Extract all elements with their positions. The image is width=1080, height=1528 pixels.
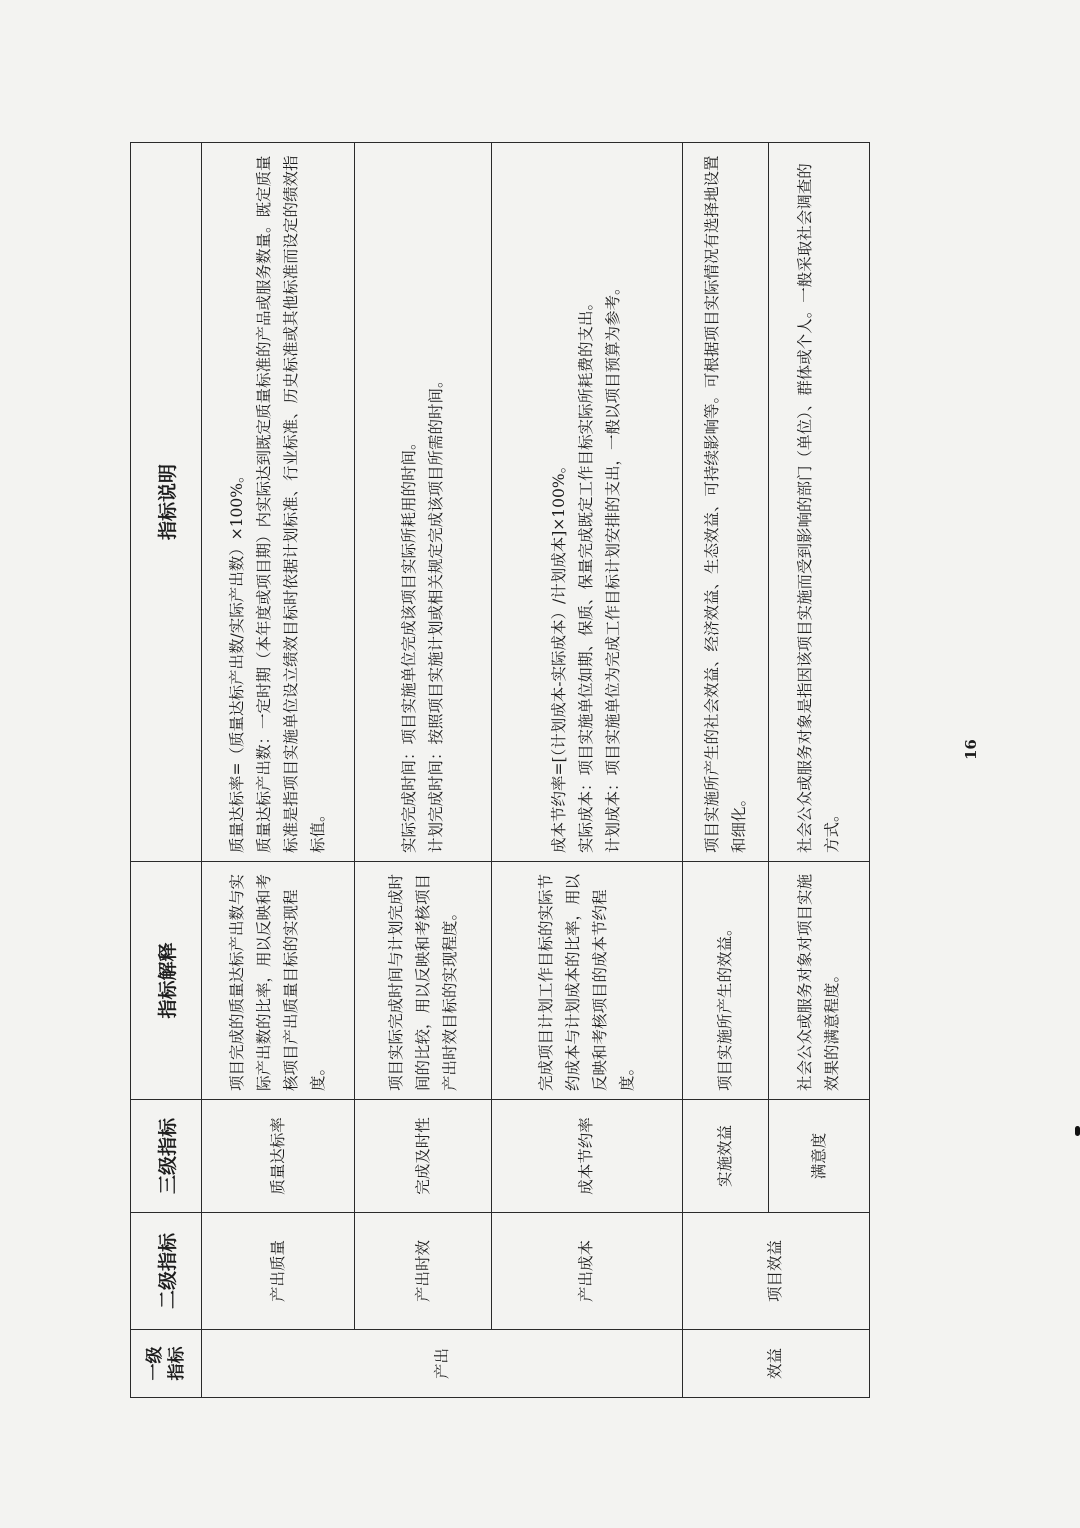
- cell-level3: 成本节约率: [491, 1100, 682, 1213]
- cell-level3: 完成及时性: [355, 1100, 492, 1213]
- cell-level1-output: 产出: [202, 1330, 683, 1398]
- header-level2: 二级指标: [131, 1213, 202, 1330]
- explanation-line: 质量达标产出数：一定时期（本年度或项目期）内实际达到既定质量标准的产品或服务数量。既定质量标准是指项目实施单位设立绩效目标时依据计划标准、行业标准、历史标准或其他标准而设定的绩效指标值。: [255, 155, 328, 853]
- explanation-line: 计划成本：项目实施单位为完成工作目标计划安排的支出，一般以项目预算为参考。: [604, 279, 623, 853]
- cell-definition: 项目实际完成时间与计划完成时间的比较，用以反映和考核项目产出时效目标的实现程度。: [355, 862, 492, 1100]
- table-row: [355, 143, 492, 1398]
- table-header-row: [131, 143, 202, 1398]
- cell-definition: 项目完成的质量达标产出数与实际产出数的比率，用以反映和考核项目产出质量目标的实现程度。: [202, 862, 355, 1100]
- cell-level3: 质量达标率: [202, 1100, 355, 1213]
- cell-definition: 完成项目计划工作目标的实际节约成本与计划成本的比率，用以反映和考核项目的成本节约程度。: [491, 862, 682, 1100]
- header-level1: 一级指标: [131, 1330, 202, 1398]
- cell-explanation: [682, 143, 768, 862]
- cell-level2: 产出时效: [355, 1213, 492, 1330]
- explanation-line: 质量达标率=（质量达标产出数/实际产出数）×100%。: [228, 467, 247, 853]
- table-row: [202, 143, 355, 1398]
- explanation-line: 计划完成时间：按照项目实施计划或相关规定完成该项目所需的时间。: [427, 372, 446, 853]
- table-row: [769, 143, 870, 1398]
- cell-level2: 产出成本: [491, 1213, 682, 1330]
- cell-explanation: [202, 143, 355, 862]
- explanation-line: 成本节约率=[（计划成本-实际成本）/计划成本]×100%。: [550, 457, 569, 853]
- page-number: 16: [962, 739, 980, 760]
- cell-definition: 项目实施所产生的效益。: [682, 862, 768, 1100]
- cell-definition: 社会公众或服务对象对项目实施效果的满意程度。: [769, 862, 870, 1100]
- cell-level1-benefit: 效益: [682, 1330, 869, 1398]
- header-definition: 指标解释: [131, 862, 202, 1100]
- indicator-table: [130, 142, 870, 1398]
- header-explanation: 指标说明: [131, 143, 202, 862]
- cell-level2: 项目效益: [682, 1213, 869, 1330]
- cell-level2: 产出质量: [202, 1213, 355, 1330]
- cell-level3: 实施效益: [682, 1100, 768, 1213]
- table-row: [491, 143, 682, 1398]
- indicator-table-rotated: [130, 143, 870, 1398]
- cell-explanation: [355, 143, 492, 862]
- cell-level3: 满意度: [769, 1100, 870, 1213]
- explanation-line: 社会公众或服务对象是指因该项目实施而受到影响的部门（单位）、群体或个人。一般采取社会调查的方式。: [796, 163, 842, 853]
- scan-mark: [1075, 1126, 1080, 1136]
- cell-explanation: [769, 143, 870, 862]
- explanation-line: 项目实施所产生的社会效益、经济效益、生态效益、可持续影响等。可根据项目实际情况有选择地设置和细化。: [702, 155, 748, 853]
- table-row: [682, 143, 768, 1398]
- header-level3: 三级指标: [131, 1100, 202, 1213]
- explanation-line: 实际成本：项目实施单位如期、保质、保量完成既定工作目标实际所耗费的支出。: [577, 294, 596, 853]
- cell-explanation: [491, 143, 682, 862]
- explanation-line: 实际完成时间：项目实施单位完成该项目实际所耗用的时间。: [400, 434, 419, 853]
